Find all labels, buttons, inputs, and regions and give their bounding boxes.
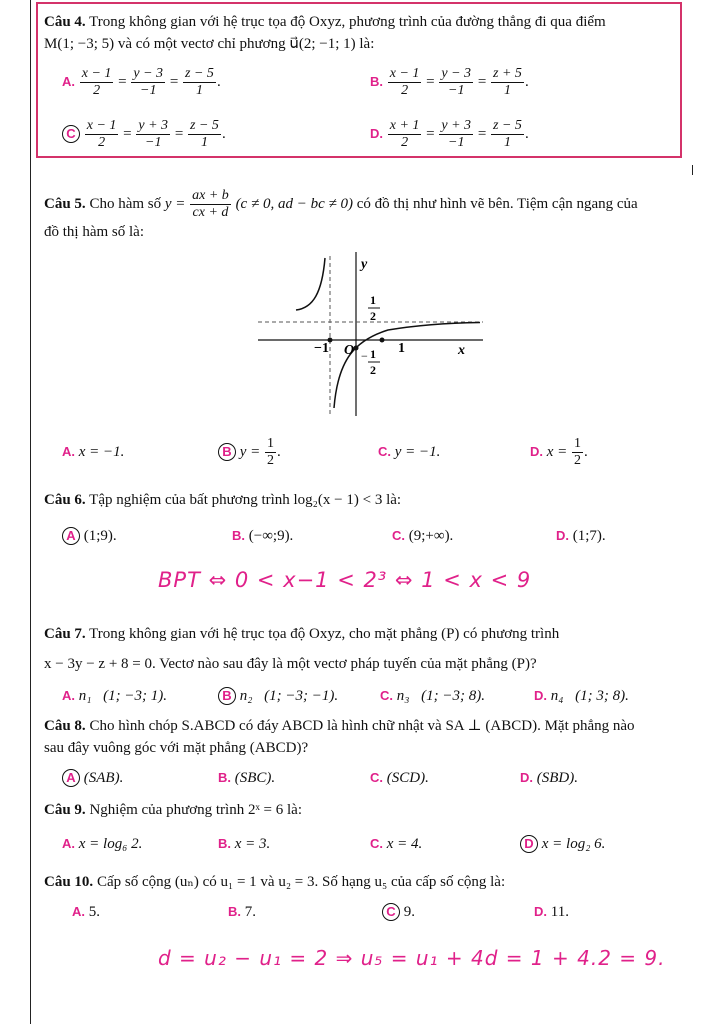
- q10-option-b[interactable]: B. 7.: [228, 904, 256, 920]
- q8-option-a[interactable]: A (SAB).: [62, 768, 123, 788]
- y-label: y: [361, 257, 368, 272]
- half-num: 1: [370, 293, 376, 307]
- page-left-border: [30, 0, 31, 1024]
- q9-option-d[interactable]: D x = log₂ 6.: [520, 834, 605, 854]
- q5-option-a[interactable]: A. x = −1.: [62, 444, 125, 460]
- q8-option-c[interactable]: C. (SCD).: [370, 770, 429, 786]
- q4-option-d[interactable]: D. $\frac{x + 1}{2}$ = $\frac{y + 3}{-1}$ = $\frac{z - 5}{1}$ .: [370, 118, 529, 150]
- x-label: x: [458, 343, 465, 358]
- q7-line2: x − 3y − z + 8 = 0. Vectơ nào sau đây là một vectơ pháp tuyến của mặt phẳng (P)?: [44, 656, 537, 672]
- q4-text-1: Trong không gian với hệ trục tọa độ Oxyz, phương trình của đường thẳng đi qua điểm: [89, 14, 606, 30]
- q4-option-d-letter: D.: [370, 125, 383, 141]
- q5-function-fraction: $\frac{ax + b}{cx + d}$: [192, 188, 229, 220]
- one-label: 1: [398, 341, 405, 356]
- q8-line2: sau đây vuông góc với mặt phẳng (ABCD)?: [44, 740, 309, 756]
- q7-option-c[interactable]: C. n₃⃗(1; −3; 8).: [380, 688, 485, 704]
- q4-option-c[interactable]: C $\frac{x - 1}{2}$ = $\frac{y + 3}{-1}$ = $\frac{z - 5}{1}$ .: [62, 118, 226, 151]
- q6-option-b[interactable]: B. (−∞;9).: [232, 528, 294, 544]
- q7-option-a[interactable]: A. n₁⃗(1; −3; 1).: [62, 688, 167, 704]
- neg-half-den: 2: [370, 363, 376, 377]
- q9-option-c[interactable]: C. x = 4.: [370, 836, 423, 852]
- q4-number: Câu 4.: [44, 14, 86, 30]
- q4-line1: [44, 12, 606, 32]
- q8-line1: Câu 8. Cho hình chóp S.ABCD có đáy ABCD là hình chữ nhật và SA ⊥ (ABCD). Mặt phẳng nào: [44, 718, 635, 734]
- q5-line1: Câu 5. Cho hàm số y = $\frac{ax + b}{cx + d}$ (c ≠ 0, ad − bc ≠ 0) có đồ thị như hình vẽ bên. Tiệm cận ngang của: [44, 188, 638, 220]
- q5-option-b[interactable]: B y = $\frac{1}{2}$ .: [218, 436, 281, 469]
- origin-label: O: [344, 343, 355, 358]
- q10-line: Câu 10. Cấp số cộng (uₙ) có u₁ = 1 và u₂ = 3. Số hạng u₅ của cấp số cộng là:: [44, 874, 506, 890]
- q5-graph: [258, 248, 488, 420]
- q5-line2: đồ thị hàm số là:: [44, 224, 144, 240]
- q10-handwritten-solution: d = u₂ − u₁ = 2 ⇒ u₅ = u₁ + 4d = 1 + 4.2 = 9.: [158, 946, 666, 970]
- q8-option-b[interactable]: B. (SBC).: [218, 770, 276, 786]
- q6-option-c[interactable]: C. (9;+∞).: [392, 528, 454, 544]
- q6-handwritten-solution: BPT ⇔ 0 < x−1 < 2³ ⇔ 1 < x < 9: [158, 568, 532, 592]
- q9-option-a[interactable]: A. x = log₆ 2.: [62, 836, 143, 852]
- q4-option-b-letter: B.: [370, 73, 383, 89]
- q10-option-d[interactable]: D. 11.: [534, 904, 569, 920]
- q4-option-b[interactable]: B. $\frac{x - 1}{2}$ = $\frac{y - 3}{-1}$ = $\frac{z + 5}{1}$ .: [370, 66, 529, 98]
- curve-left-branch: [296, 258, 325, 310]
- q5-option-d[interactable]: D. x = $\frac{1}{2}$ .: [530, 436, 588, 468]
- minus-one-label: −1: [314, 341, 329, 356]
- page-right-border: [692, 165, 693, 175]
- q5-option-c[interactable]: C. y = −1.: [378, 444, 441, 460]
- q9-option-b[interactable]: B. x = 3.: [218, 836, 271, 852]
- neg-half-sign: −: [361, 349, 368, 363]
- q4-line2: [44, 34, 374, 54]
- q9-line: Câu 9. Nghiệm của phương trình 2ˣ = 6 là:: [44, 802, 303, 818]
- q4-option-c-letter: C: [62, 125, 80, 143]
- q5-number: Câu 5.: [44, 195, 86, 212]
- q4-text-2: M(1; −3; 5) và có một vectơ chỉ phương u⃗(2; −1; 1) là:: [44, 36, 375, 52]
- point-neg-half: [354, 346, 359, 351]
- q4-option-a-letter: A.: [62, 73, 75, 89]
- q10-option-a[interactable]: A. 5.: [72, 904, 100, 920]
- q7-line1: Câu 7. Trong không gian với hệ trục tọa độ Oxyz, cho mặt phẳng (P) có phương trình: [44, 626, 560, 642]
- q6-option-a[interactable]: A (1;9).: [62, 526, 117, 546]
- q10-option-c[interactable]: C 9.: [382, 902, 415, 922]
- q8-option-d[interactable]: D. (SBD).: [520, 770, 578, 786]
- q7-option-d[interactable]: D. n₄⃗(1; 3; 8).: [534, 688, 629, 704]
- neg-half-num: 1: [370, 347, 376, 361]
- point-one: [380, 338, 385, 343]
- q6-option-d[interactable]: D. (1;7).: [556, 528, 606, 544]
- half-den: 2: [370, 309, 376, 323]
- q6-line: Câu 6. Tập nghiệm của bất phương trình log₂(x − 1) < 3 là:: [44, 492, 402, 508]
- q4-option-a[interactable]: A. $\frac{x - 1}{2}$ = $\frac{y - 3}{-1}$ = $\frac{z - 5}{1}$ .: [62, 66, 221, 98]
- q7-option-b[interactable]: B n₂⃗(1; −3; −1).: [218, 686, 338, 706]
